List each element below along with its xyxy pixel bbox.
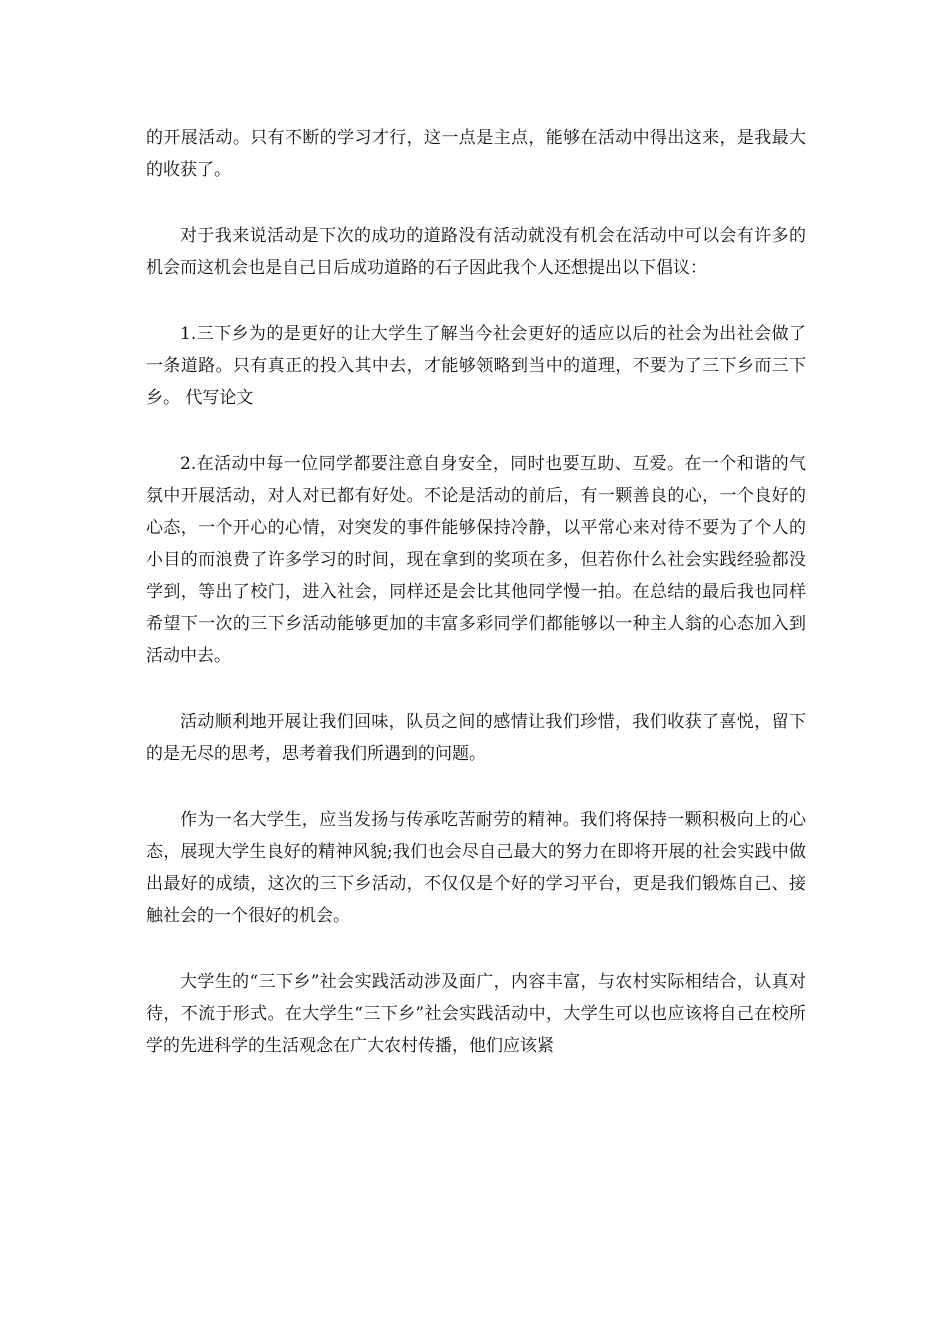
paragraph-reflection: 对于我来说活动是下次的成功的道路没有活动就没有机会在活动中可以会有许多的机会而这机会也是自己日后成功道路的石子因此我个人还想提出以下倡议： — [146, 226, 806, 278]
paragraph-continuation: 的开展活动。只有不断的学习才行，这一点是主点，能够在活动中得出这来，是我最大的收获了。 — [146, 128, 806, 180]
paragraph-practice: 大学生的“三下乡”社会实践活动涉及面广，内容丰富，与农村实际相结合，认真对待，不流于形式。在大学生“三下乡”社会实践活动中，大学生可以也应该将自己在校所学的先进科学的生活观念在广大农村传播，他们应该紧 — [146, 972, 806, 1056]
paragraph-gains: 活动顺利地开展让我们回味，队员之间的感情让我们珍惜，我们收获了喜悦，留下的是无尽的思考，思考着我们所遇到的问题。 — [146, 712, 806, 764]
paragraph-proposal-2: 2.在活动中每一位同学都要注意自身安全，同时也要互助、互爱。在一个和谐的气氛中开展活动，对人对已都有好处。不论是活动的前后，有一颗善良的心，一个良好的心态，一个开心的心情，对突发的事件能够保持冷静，以平常心来对待不要为了个人的小目的而浪费了许多学习的时间，现在拿到的奖项在多，但若你什么社会实践经验都没学到，等出了校门，进入社会，同样还是会比其他同学慢一拍。在总结的最后我也同样希望下一次的三下乡活动能够更加的丰富多彩同学们都能够以一种主人翁的心态加入到活动中去。 — [146, 454, 806, 666]
document-body — [146, 122, 806, 1096]
paragraph-spirit: 作为一名大学生，应当发扬与传承吃苦耐劳的精神。我们将保持一颗积极向上的心态，展现大学生良好的精神风貌;我们也会尽自己最大的努力在即将开展的社会实践中做出最好的成绩，这次的三下乡活动，不仅仅是个好的学习平台，更是我们锻炼自己、接触社会的一个很好的机会。 — [146, 810, 806, 926]
paragraph-proposal-1: 1.三下乡为的是更好的让大学生了解当今社会更好的适应以后的社会为出社会做了一条道路。只有真正的投入其中去，才能够领略到当中的道理，不要为了三下乡而三下乡。 代写论文 — [146, 324, 806, 408]
